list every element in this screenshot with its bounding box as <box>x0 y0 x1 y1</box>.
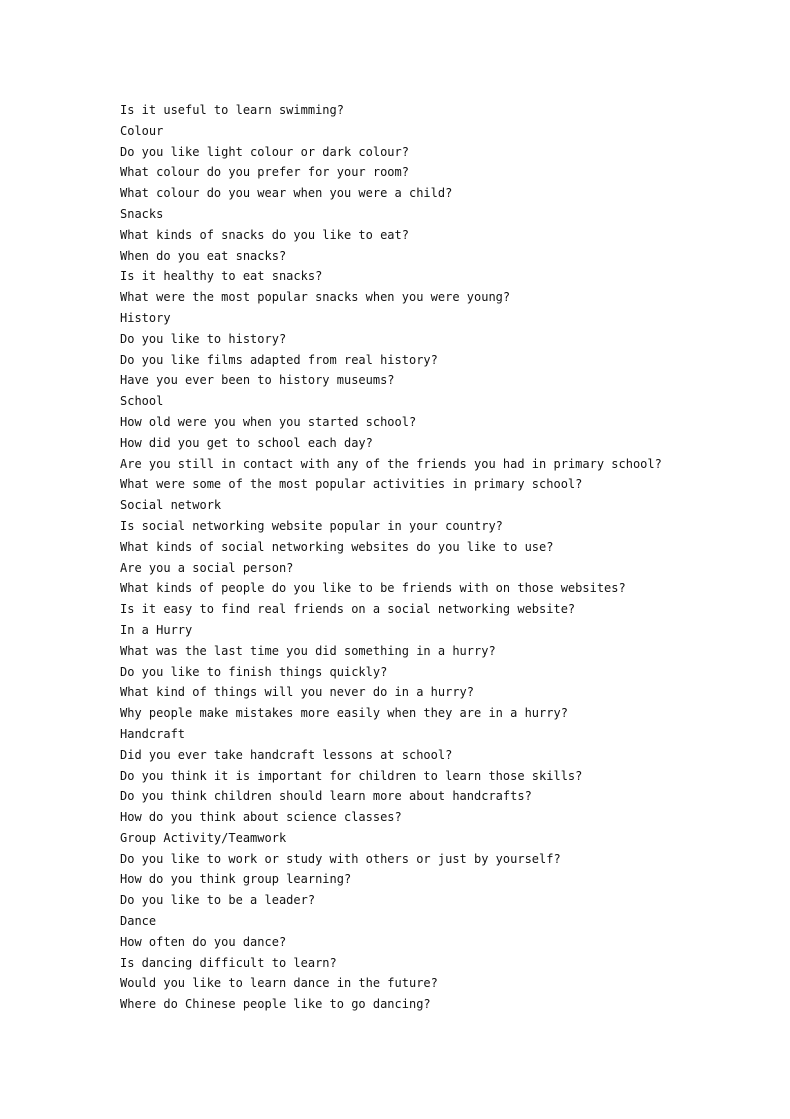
question-line: How often do you dance? <box>120 934 287 949</box>
question-line: Do you like to be a leader? <box>120 893 316 908</box>
question-line: Have you ever been to history museums? <box>120 373 395 388</box>
question-line: Did you ever take handcraft lessons at school? <box>120 747 453 762</box>
question-line: Do you think it is important for children to learn those skills? <box>120 768 583 783</box>
question-line: How did you get to school each day? <box>120 435 373 450</box>
question-line: How do you think group learning? <box>120 872 352 887</box>
question-line: Are you a social person? <box>120 560 294 575</box>
question-line: How old were you when you started school? <box>120 414 417 429</box>
topic-heading-colour: Colour <box>120 123 164 138</box>
question-line: Do you like to finish things quickly? <box>120 664 388 679</box>
topic-heading-school: School <box>120 394 164 409</box>
question-line: Are you still in contact with any of the friends you had in primary school? <box>120 456 662 471</box>
question-line: What was the last time you did something in a hurry? <box>120 643 496 658</box>
question-line: Do you like to work or study with others or just by yourself? <box>120 851 561 866</box>
question-line: What kind of things will you never do in a hurry? <box>120 685 475 700</box>
question-line: Is social networking website popular in your country? <box>120 518 503 533</box>
question-line: Why people make mistakes more easily when they are in a hurry? <box>120 706 568 721</box>
topic-heading-group-activity: Group Activity/Teamwork <box>120 830 287 845</box>
question-line: Where do Chinese people like to go dancing? <box>120 997 431 1012</box>
question-line: What kinds of people do you like to be friends with on those websites? <box>120 581 626 596</box>
question-line: How do you think about science classes? <box>120 810 402 825</box>
question-line: What kinds of snacks do you like to eat? <box>120 227 409 242</box>
question-line: Is it useful to learn swimming? <box>120 103 344 117</box>
topic-heading-handcraft: Handcraft <box>120 726 186 741</box>
question-line: Would you like to learn dance in the future? <box>120 976 438 991</box>
question-line: What kinds of social networking websites do you like to use? <box>120 539 554 554</box>
document-page <box>120 100 770 1015</box>
question-line: Is dancing difficult to learn? <box>120 955 337 970</box>
topic-heading-dance: Dance <box>120 914 157 929</box>
topic-heading-history: History <box>120 310 171 325</box>
question-line: Is it healthy to eat snacks? <box>120 269 323 284</box>
topic-heading-social-network: Social network <box>120 498 222 513</box>
question-line: What colour do you wear when you were a child? <box>120 186 453 201</box>
question-line: What colour do you prefer for your room? <box>120 165 409 180</box>
question-line: Do you think children should learn more about handcrafts? <box>120 789 532 804</box>
question-line: When do you eat snacks? <box>120 248 287 263</box>
question-line: Do you like light colour or dark colour? <box>120 144 409 159</box>
topic-heading-in-a-hurry: In a Hurry <box>120 622 193 637</box>
question-line: What were the most popular snacks when you were young? <box>120 290 511 305</box>
question-line: Is it easy to find real friends on a social networking website? <box>120 602 576 617</box>
topic-heading-snacks: Snacks <box>120 206 164 221</box>
question-line: Do you like films adapted from real history? <box>120 352 438 367</box>
question-line: Do you like to history? <box>120 331 287 346</box>
question-line: What were some of the most popular activities in primary school? <box>120 477 583 492</box>
